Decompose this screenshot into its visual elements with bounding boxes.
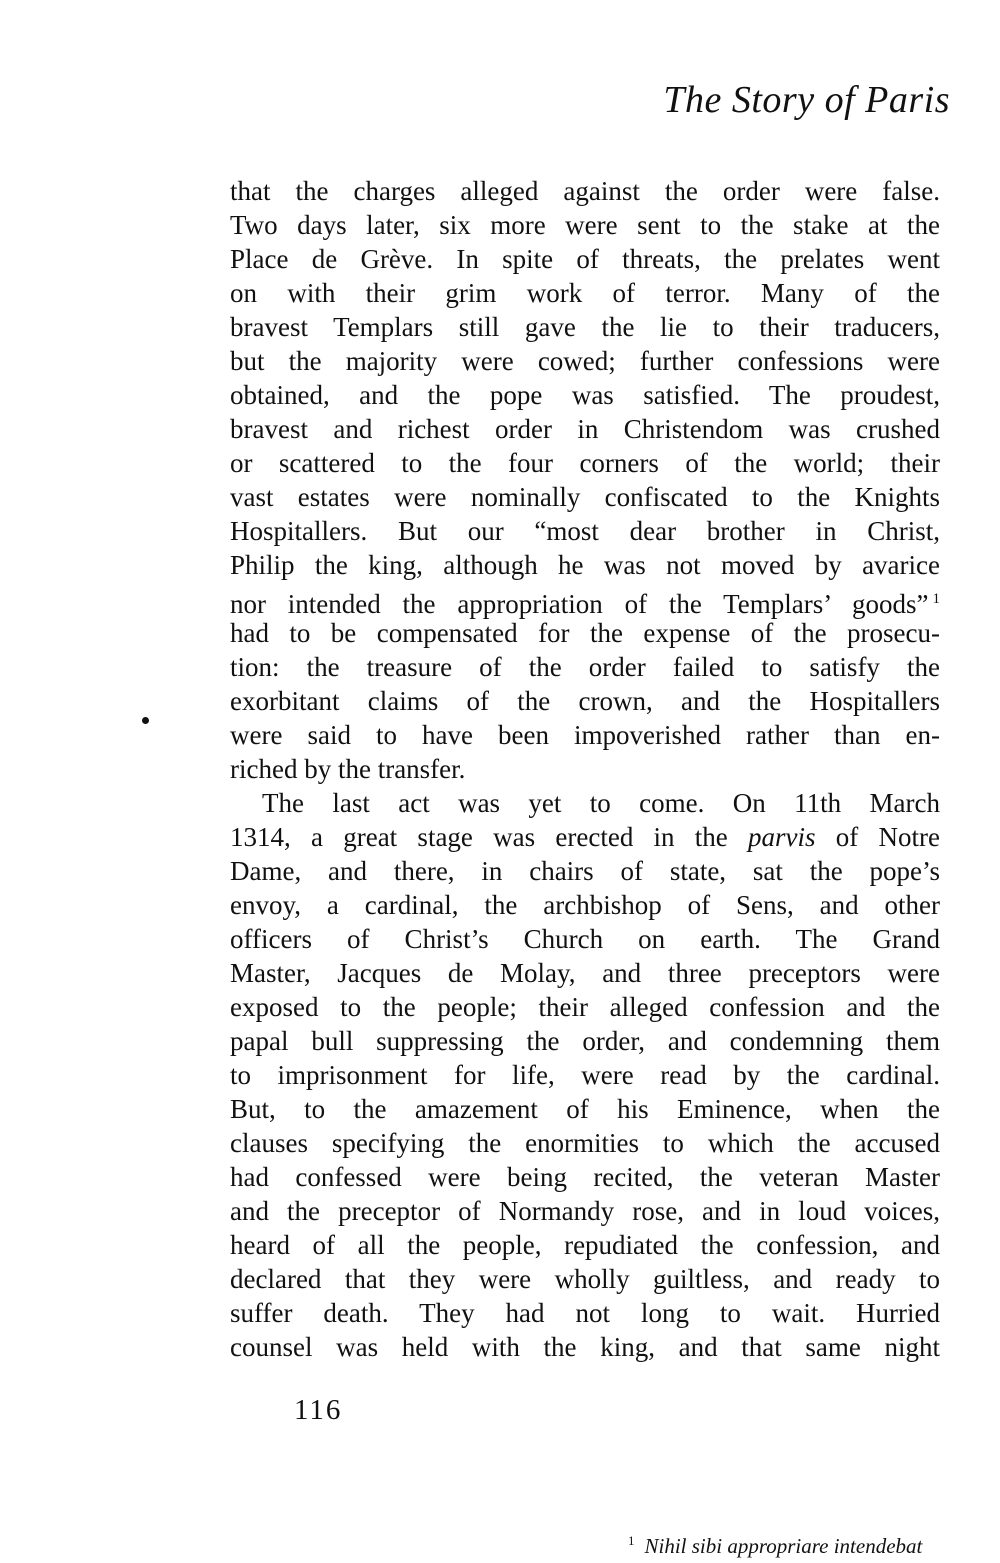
text-line: papal bull suppressing the order, and condemning them [230,1026,940,1056]
text-line: declared that they were wholly guiltless, and ready to [230,1264,940,1294]
text-line: clauses specifying the enormities to which the accused [230,1128,940,1158]
text-line-with-ref [230,582,940,619]
margin-dot [142,717,149,724]
text-line: officers of Christ’s Church on earth. The Grand [230,924,940,954]
text-line: suffer death. They had not long to wait. Hurried [230,1298,940,1328]
footnote-text: Nihil sibi appropriare intendebat [644,1534,923,1558]
text-line: Two days later, six more were sent to the stake at the [230,210,940,240]
text-line: nor intended the appropriation of the Templars’ goods” [230,589,929,619]
text-line: Master, Jacques de Molay, and three preceptors were [230,958,940,988]
text-line: had to be compensated for the expense of the prosecu- [230,618,940,648]
text-line: obtained, and the pope was satisfied. The proudest, [230,380,940,410]
text-line: to imprisonment for life, were read by the cardinal. [230,1060,940,1090]
text-line: counsel was held with the king, and that same night [230,1332,940,1362]
page-number: 116 [294,1394,343,1426]
footnote-mark: 1 [628,1533,635,1548]
text-line: Place de Grève. In spite of threats, the prelates went [230,244,940,274]
text-line: Hospitallers. But our “most dear brother in Christ, [230,516,940,546]
text-line: exposed to the people; their alleged confession and the [230,992,940,1022]
text-line: that the charges alleged against the order were false. [230,176,940,206]
text-line: The last act was yet to come. On 11th March [262,788,940,818]
text-line: But, to the amazement of his Eminence, when the [230,1094,940,1124]
text-line: heard of all the people, repudiated the confession, and [230,1230,940,1260]
text-line: had confessed were being recited, the veteran Master [230,1162,940,1192]
text-line: riched by the transfer. [230,754,466,784]
text-line: vast estates were nominally confiscated to the Knights [230,482,940,512]
text-line: but the majority were cowed; further confessions were [230,346,940,376]
text-line: exorbitant claims of the crown, and the Hospitallers [230,686,940,716]
italic-term: parvis [748,822,816,852]
running-head: The Story of Paris [663,79,950,121]
footnote [628,1524,922,1563]
text-line: Dame, and there, in chairs of state, sat the pope’s [230,856,940,886]
text-line: Philip the king, although he was not moved by avarice [230,550,940,580]
text-line: on with their grim work of terror. Many of the [230,278,940,308]
text-line: bravest Templars still gave the lie to their traducers, [230,312,940,342]
text-line: bravest and richest order in Christendom was crushed [230,414,940,444]
text-line: and the preceptor of Normandy rose, and in loud voices, [230,1196,940,1226]
text-line: or scattered to the four corners of the world; their [230,448,940,478]
text-line: 1314, a great stage was erected in the parvis of Notre [230,822,941,852]
text-line: tion: the treasure of the order failed to satisfy the [230,652,940,682]
text-line: were said to have been impoverished rather than en- [230,720,940,750]
text-line: envoy, a cardinal, the archbishop of Sens, and other [230,890,940,920]
footnote-reference: 1 [932,591,940,607]
